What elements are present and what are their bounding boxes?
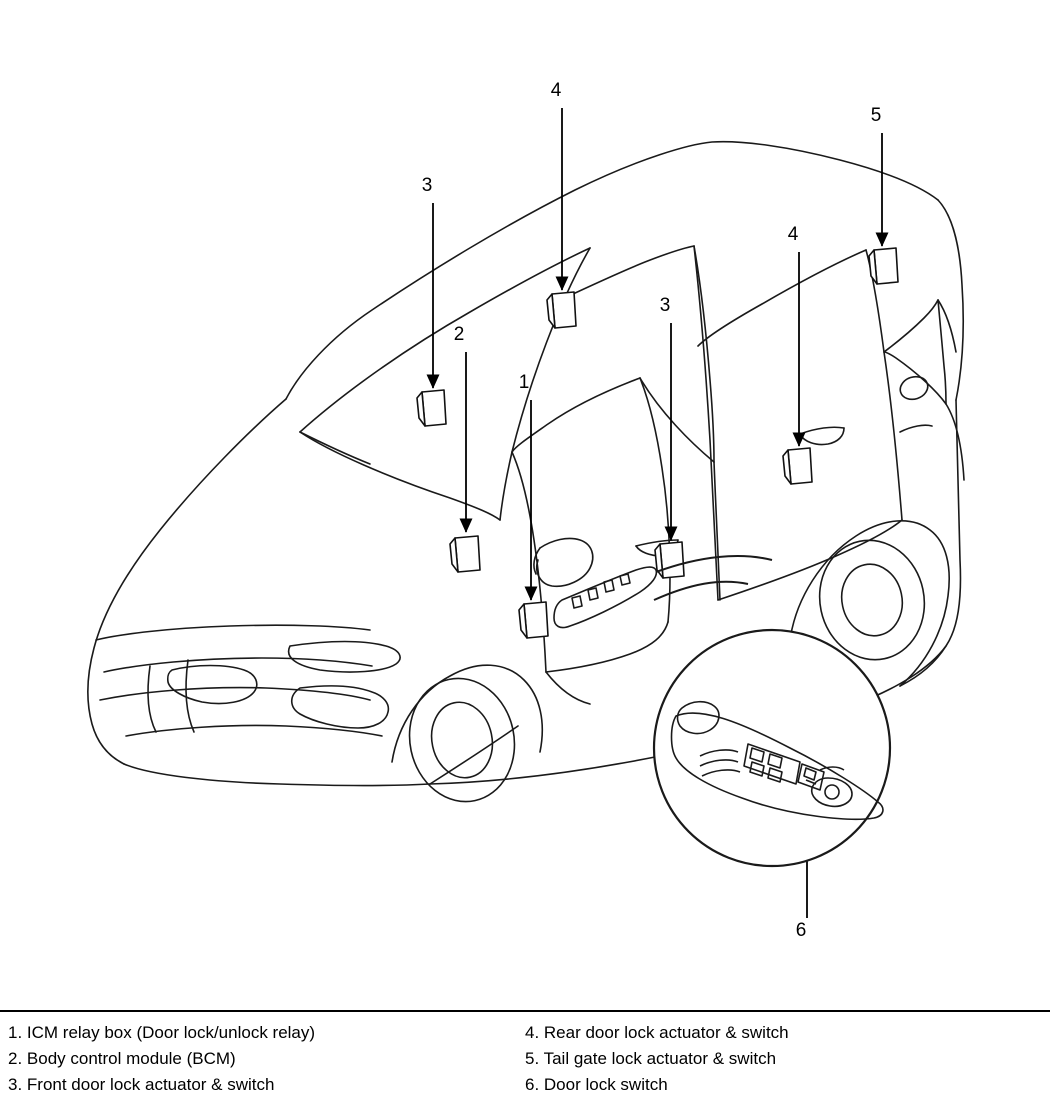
callout-number-6: 6 bbox=[795, 920, 807, 941]
legend bbox=[0, 1010, 1050, 1099]
callout-number-3a: 3 bbox=[421, 175, 433, 196]
legend-item-5: 5. Tail gate lock actuator & switch bbox=[525, 1049, 777, 1068]
magnified-detail bbox=[654, 556, 890, 866]
legend-item-2: 2. Body control module (BCM) bbox=[8, 1049, 236, 1068]
legend-item-6: 6. Door lock switch bbox=[525, 1075, 668, 1094]
legend-item-3: 3. Front door lock actuator & switch bbox=[8, 1075, 275, 1094]
component-marker-1 bbox=[519, 602, 548, 638]
callout-number-2: 2 bbox=[453, 324, 465, 345]
component-marker-3a bbox=[417, 390, 446, 426]
component-marker-5 bbox=[869, 248, 898, 284]
component-marker-4a bbox=[547, 292, 576, 328]
legend-item-1: 1. ICM relay box (Door lock/unlock relay) bbox=[8, 1023, 316, 1042]
component-marker-2 bbox=[450, 536, 480, 572]
callout-number-3b: 3 bbox=[659, 295, 671, 316]
component-marker-3b bbox=[655, 542, 684, 578]
legend-item-4: 4. Rear door lock actuator & switch bbox=[525, 1023, 789, 1042]
legend-column-right bbox=[525, 1020, 789, 1098]
component-marker-4b bbox=[783, 448, 812, 484]
door-trim-switch bbox=[554, 567, 656, 628]
callout-number-4a: 4 bbox=[550, 80, 562, 101]
callout-number-5: 5 bbox=[870, 105, 882, 126]
callout-number-4b: 4 bbox=[787, 224, 799, 245]
legend-column-left bbox=[8, 1020, 315, 1098]
callout-number-1: 1 bbox=[518, 372, 530, 393]
